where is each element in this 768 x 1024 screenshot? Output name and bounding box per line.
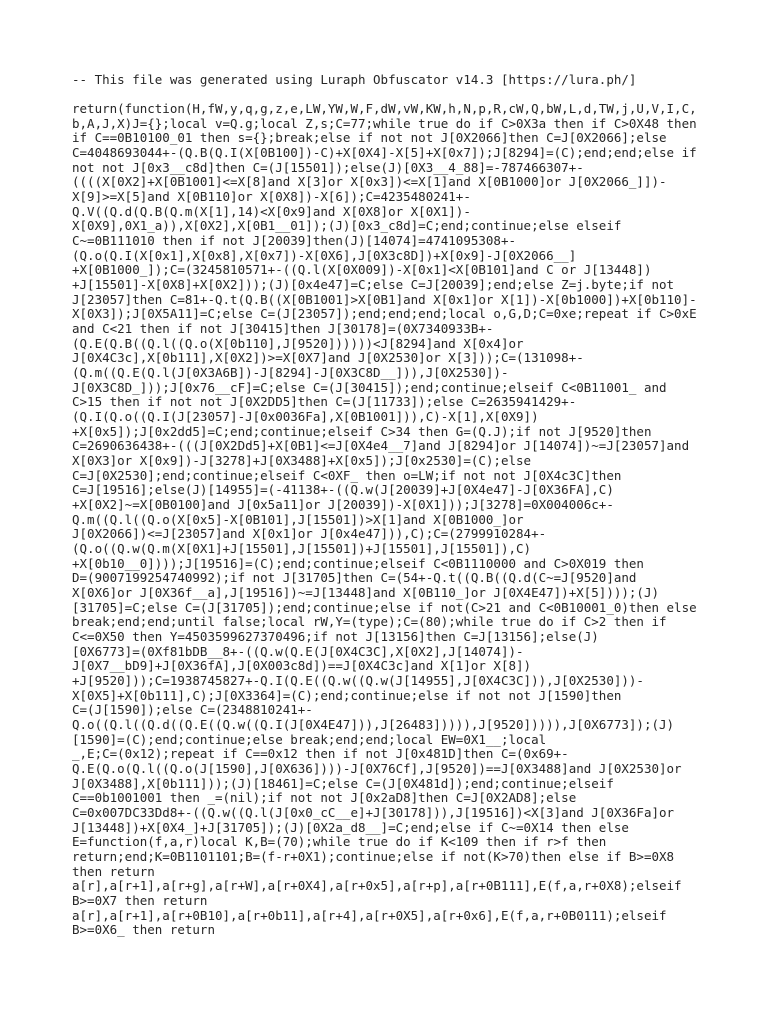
code-line: _,E;C=(0x12);repeat if C==0x12 then if not J[0x481D]then C=(0x69+- — [72, 746, 569, 762]
code-line: if C==0B10100_01 then s={};break;else if not not J[0X2066]then C=J[0X2066];else — [72, 130, 667, 146]
code-line: Q.o((Q.l((Q.d((Q.E((Q.w((Q.I(J[0X4E47])),J[26483])))),J[9520])))),J[0X6773]);(J) — [72, 717, 675, 733]
header-comment: -- This file was generated using Luraph Obfuscator v14.3 [https://lura.ph/] — [72, 72, 637, 87]
code-line: a[r],a[r+1],a[r+0B10],a[r+0b11],a[r+4],a[r+0X5],a[r+0x6],E(f,a,r+0B0111);elseif — [72, 907, 667, 923]
code-line: +X[0b10__0])));J[19516]=(C);end;continue;elseif C<0B1110000 and C>0X019 then — [72, 555, 644, 571]
code-block — [72, 102, 768, 938]
code-line: then return — [72, 863, 155, 879]
code-line: X[0X3]);J[0X5A11]=C;else C=(J[23057]);end;end;end;local o,G,D;C=0xe;repeat if C>0xE — [72, 306, 697, 322]
code-line: B>=0X6_ then return — [72, 922, 215, 938]
code-line: J[13448])+X[0X4_]+J[31705]);(J)[0X2a_d8__]=C;end;else if C~=0X14 then else — [72, 819, 629, 835]
code-line: E=function(f,a,r)local K,B=(70);while true do if K<109 then if r>f then — [72, 834, 607, 850]
code-line: J[0X2066])<=J[23057]and X[0x1]or J[0x4e47])),C);C=(2799910284+- — [72, 526, 547, 542]
code-line: J[23057]then C=81+-Q.t(Q.B((X[0B1001]>X[0B1]and X[0x1]or X[1])-X[0b1000])+X[0b110]- — [72, 291, 697, 307]
code-line: J[0X3488],X[0b111]));(J)[18461]=C;else C=(J[0X481d]);end;continue;elseif — [72, 775, 614, 791]
code-line: Q.E(Q.o(Q.l((Q.o(J[1590],J[0X636])))-J[0X76Cf],J[9520])==J[0X3488]and J[0X2530]or — [72, 761, 682, 777]
code-line: J[0X7__bD9]+J[0X36fA],J[0X003c8d])==J[0X4C3c]and X[1]or X[8]) — [72, 658, 532, 674]
code-line: C=4048693044+-(Q.B(Q.I(X[0B100])-C)+X[0X4]-X[5]+X[0x7]);J[8294]=(C);end;end;else if — [72, 144, 697, 160]
document-page — [72, 73, 768, 938]
code-line: a[r],a[r+1],a[r+g],a[r+W],a[r+0X4],a[r+0x5],a[r+p],a[r+0B111],E(f,a,r+0X8);elseif — [72, 878, 682, 894]
code-line: +X[0x5]);J[0x2dd5]=C;end;continue;elseif C>34 then G=(Q.J);if not J[9520]then — [72, 423, 652, 439]
code-line: (Q.I(Q.o((Q.I(J[23057]-J[0x0036Fa],X[0B1001])),C)-X[1],X[0X9]) — [72, 408, 539, 424]
code-line: break;end;end;until false;local rW,Y=(type);C=(80);while true do if C>2 then if — [72, 614, 667, 630]
code-line: C==0b1001001 then _=(nil);if not not J[0x2aD8]then C=J[0X2AD8];else — [72, 790, 577, 806]
code-line: B>=0X7 then return — [72, 893, 208, 909]
code-line: C>15 then if not not J[0X2DD5]then C=(J[11733]);else C=2635941429+- — [72, 394, 577, 410]
code-line: +X[0B1000_]);C=(3245810571+-((Q.l(X[0X009])-X[0x1]<X[0B101]and C or J[13448]) — [72, 262, 652, 278]
code-line: +X[0X2]~=X[0B0100]and J[0x5a11]or J[20039])-X[0X1]));J[3278]=0X004006c+- — [72, 497, 614, 512]
code-line: C=(J[1590]);else C=(2348810241+- — [72, 702, 313, 718]
code-line: [0X6773]=(0Xf81bDB__8+-((Q.w(Q.E(J[0X4C3C],X[0X2],J[14074])- — [72, 643, 524, 659]
code-line: (Q.E(Q.B((Q.l((Q.o(X[0b110],J[9520])))))<J[8294]and X[0x4]or — [72, 335, 524, 351]
code-line: return(function(H,fW,y,q,g,z,e,LW,YW,W,F,dW,vW,KW,h,N,p,R,cW,Q,bW,L,d,TW,j,U,V,I,C, — [72, 100, 697, 116]
code-line: X[0X3]or X[0x9])-J[3278]+J[0X3488]+X[0x5]);J[0x2530]=(C);else — [72, 452, 532, 468]
code-line: (Q.o((Q.w(Q.m(X[0X1]+J[15501],J[15501])+J[15501],J[15501]),C) — [72, 541, 532, 557]
code-line: (Q.o(Q.I(X[0x1],X[0x8],X[0x7])-X[0X6],J[0X3c8D])+X[0x9]-J[0X2066__] — [72, 247, 577, 263]
code-line: +J[15501]-X[0X8]+X[0X2]));(J)[0x4e47]=C;else C=J[20039];end;else Z=j.byte;if not — [72, 276, 675, 292]
code-line: C=0x007DC33Dd8+-((Q.w((Q.l(J[0x0_cC__e]+J[30178])),J[19516])<X[3]and J[0X36Fa]or — [72, 805, 675, 821]
code-line: b,A,J,X)J={};local v=Q.g;local Z,s;C=77;while true do if C>0X3a then if C>0X48 then — [72, 115, 697, 131]
code-line: ((((X[0X2]+X[0B1001]<=X[8]and X[3]or X[0x3])<=X[1]and X[0B1000]or J[0X2066_]])- — [72, 174, 667, 190]
code-line: Q.m((Q.l((Q.o(X[0x5]-X[0B101],J[15501])>X[1]and X[0B1000_]or — [72, 511, 524, 527]
code-line: [1590]=(C);end;continue;else break;end;end;local EW=0X1__;local — [72, 731, 547, 747]
code-line: J[0X4C3c],X[0b111],X[0X2])>=X[0X7]and J[0X2530]or X[3]));C=(131098+- — [72, 350, 584, 366]
code-line: X[9]>=X[5]and X[0B110]or X[0X8])-X[6]);C=4235480241+- — [72, 188, 471, 204]
code-line: return;end;K=0B1101101;B=(f-r+0X1);continue;else if not(K>70)then else if B>=0X8 — [72, 849, 675, 865]
code-line: J[0X3C8D_]));J[0x76__cF]=C;else C=(J[30415]);end;continue;elseif C<0B11001_ and — [72, 379, 667, 395]
code-line: D=(9007199254740992);if not J[31705]then C=(54+-Q.t((Q.B((Q.d(C~=J[9520]and — [72, 570, 637, 586]
code-line: C=J[0X2530];end;continue;elseif C<0XF_ then o=LW;if not not J[0X4c3C]then — [72, 467, 622, 483]
code-line: C=J[19516];else(J)[14955]=(-41138+-((Q.w(J[20039]+J[0X4e47]-J[0X36FA],C) — [72, 482, 614, 498]
code-line: not not J[0x3__c8d]then C=(J[15501]);else(J)[0X3__4_88]=-787466307+- — [72, 159, 584, 175]
code-line: X[0X6]or J[0X36f__a],J[19516])~=J[13448]and X[0B110_]or J[0X4E47])+X[5])));(J) — [72, 585, 659, 601]
code-line: +J[9520]));C=1938745827+-Q.I(Q.E((Q.w((Q.w(J[14955],J[0X4C3C])),J[0X2530]))- — [72, 673, 644, 689]
code-line: C~=0B111010 then if not J[20039]then(J)[14074]=4741095308+- — [72, 232, 517, 248]
code-line: Q.V((Q.d(Q.B(Q.m(X[1],14)<X[0x9]and X[0X8]or X[0X1])- — [72, 203, 471, 219]
code-line: C=2690636438+-(((J[0X2Dd5]+X[0B1]<=J[0X4e4__7]and J[8294]or J[14074])~=J[23057]and — [72, 438, 690, 454]
code-line: (Q.m((Q.E(Q.l(J[0X3A6B])-J[8294]-J[0X3C8D__])),J[0X2530])- — [72, 364, 509, 380]
code-line: X[0X9],0X1_a)),X[0X2],X[0B1__01]);(J)[0x3_c8d]=C;end;continue;else elseif — [72, 218, 622, 234]
code-line: X[0X5]+X[0b111],C);J[0X3364]=(C);end;continue;else if not not J[1590]then — [72, 687, 622, 703]
code-line: and C<21 then if not J[30415]then J[30178]=(0X7340933B+- — [72, 320, 494, 336]
code-line: [31705]=C;else C=(J[31705]);end;continue;else if not(C>21 and C<0B10001_0)then else — [72, 599, 697, 615]
code-line: C<=0X50 then Y=4503599627370496;if not J[13156]then C=J[13156];else(J) — [72, 629, 599, 645]
